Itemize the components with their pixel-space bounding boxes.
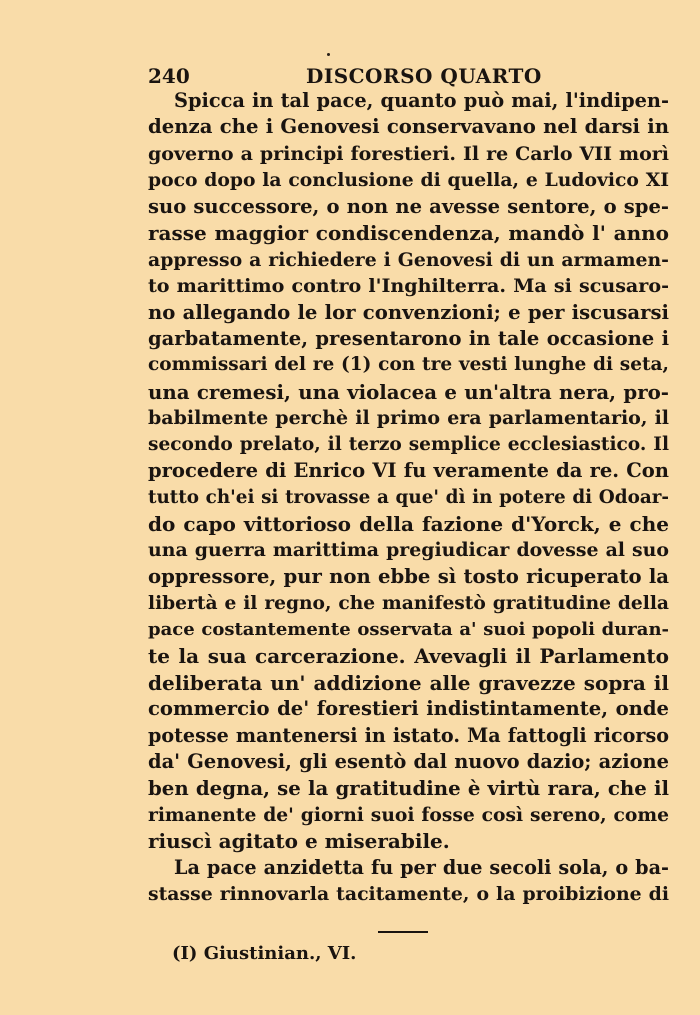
text-line: riuscì agitato e miserabile. <box>148 829 450 854</box>
text-line: libertà e il regno, che manifestò gratitudine della <box>148 592 669 615</box>
text-line: rimanente de' giorni suoi fosse così sereno, come <box>148 803 669 826</box>
text-line: stasse rinnovarla tacitamente, o la proibizione di <box>148 883 669 906</box>
text-line: ben degna, se la gratitudine è virtù rara, che il <box>148 776 669 801</box>
text-line: da' Genovesi, gli esentò dal nuovo dazio; azione <box>148 749 669 773</box>
text-line: oppressore, pur non ebbe sì tosto ricuperato la <box>148 564 669 588</box>
body-text <box>148 88 669 908</box>
footnote-rule <box>378 931 428 933</box>
text-line: denza che i Genovesi conservavano nel darsi in <box>148 115 669 139</box>
text-line: una cremesi, una violacea e un'altra nera, pro- <box>148 379 669 404</box>
page-header <box>148 64 550 90</box>
text-line: Spicca in tal pace, quanto può mai, l'indipen- <box>174 89 669 112</box>
page-number: 240 <box>148 64 190 88</box>
text-line: governo a principi forestieri. Il re Carlo VII morì <box>148 142 669 165</box>
text-line: commercio de' forestieri indistintamente, onde <box>148 697 669 721</box>
text-line: suo successore, o non ne avesse sentore, o spe- <box>148 194 669 218</box>
text-line: rasse maggior condiscendenza, mandò l' anno <box>148 221 669 246</box>
text-line: to marittimo contro l'Inghilterra. Ma si scusaro- <box>148 274 669 298</box>
text-line: babilmente perchè il primo era parlamentario, il <box>148 407 669 430</box>
running-title: DISCORSO QUARTO <box>306 64 542 88</box>
text-line: no allegando le lor convenzioni; e per iscusarsi <box>148 300 669 324</box>
footnote: (I) Giustinian., VI. <box>172 943 357 964</box>
text-line: tutto ch'ei si trovasse a que' dì in potere di Odoar- <box>148 486 669 508</box>
text-line: te la sua carcerazione. Avevagli il Parlamento <box>148 644 669 669</box>
printer-mark <box>327 53 330 56</box>
text-line: garbatamente, presentarono in tale occasione i <box>148 326 669 350</box>
text-line: appresso a richiedere i Genovesi di un armamen- <box>148 248 669 271</box>
text-line: secondo prelato, il terzo semplice ecclesiastico. Il <box>148 433 669 455</box>
text-line: potesse mantenersi in istato. Ma fattogli ricorso <box>148 723 669 747</box>
text-line: pace costantemente osservata a' suoi popoli duran- <box>148 618 669 640</box>
text-line: poco dopo la conclusione di quella, e Ludovico XI <box>148 169 669 192</box>
text-line: La pace anzidetta fu per due secoli sola, o ba- <box>174 855 669 879</box>
text-line: commissari del re (1) con tre vesti lunghe di seta, <box>148 354 669 376</box>
text-line: deliberata un' addizione alle gravezze sopra il <box>148 670 669 695</box>
text-line: procedere di Enrico VI fu veramente da re. Con <box>148 459 669 483</box>
text-line: una guerra marittima pregiudicar dovesse al suo <box>148 539 669 562</box>
text-line: do capo vittorioso della fazione d'Yorck, e che <box>148 512 669 536</box>
